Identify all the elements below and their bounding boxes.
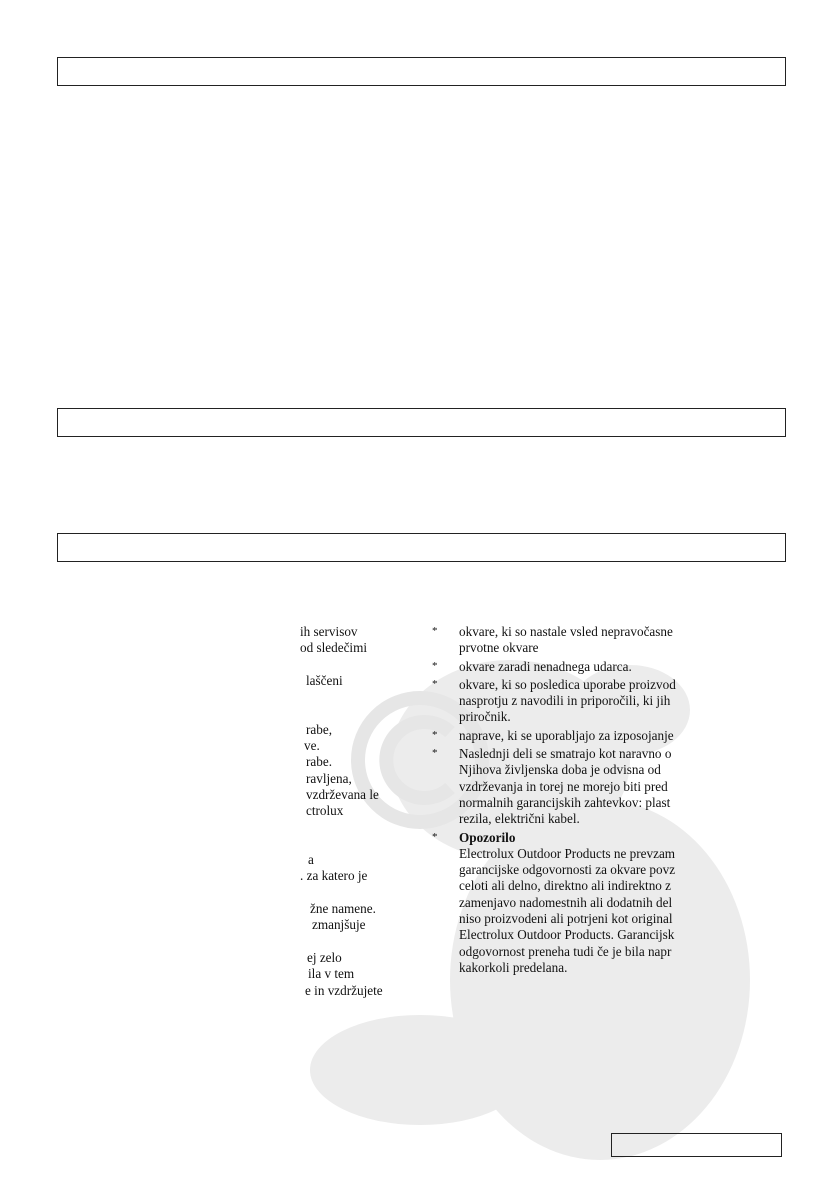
left-fragment-line: rabe.	[306, 754, 332, 770]
list-bullet: *	[432, 659, 438, 672]
left-fragment-line	[300, 705, 383, 721]
list-bullet: *	[432, 677, 438, 690]
left-fragment-line: zmanjšuje	[312, 917, 366, 933]
left-fragment-line: vzdrževana le	[306, 786, 379, 802]
left-fragment-line: ctrolux	[306, 803, 344, 819]
list-item-heading: Opozorilo	[459, 829, 516, 845]
list-item	[459, 830, 729, 977]
list-item-line: Electrolux Outdoor Products. Garancijsk	[459, 927, 675, 943]
section-header-box-2	[57, 408, 786, 437]
list-bullet: *	[432, 830, 438, 843]
list-item-line: vzdrževanja in torej ne morejo biti pred	[459, 778, 668, 794]
list-item-line: celoti ali delno, direktno ali indirektno z	[459, 878, 672, 894]
list-bullet: *	[432, 747, 438, 760]
left-fragment-line: . za katero je	[300, 868, 368, 884]
list-item-line: niso proizvodeni ali potrjeni kot original	[459, 911, 673, 927]
list-item	[459, 728, 729, 744]
left-fragment-line: laščeni	[306, 672, 343, 688]
list-item	[459, 746, 729, 827]
list-item-line: kakorkoli predelana.	[459, 959, 568, 975]
list-bullet: *	[432, 625, 438, 637]
list-item	[459, 624, 729, 657]
list-item-line: okvare zaradi nenadnega udarca.	[459, 658, 632, 674]
list-item-line: zamenjavo nadomestnih ali dodatnih del	[459, 894, 673, 910]
list-item-line: Njihova življenska doba je odvisna od	[459, 762, 661, 778]
left-fragment-line	[300, 820, 383, 836]
left-fragment-line	[300, 934, 383, 950]
list-item-line: prvotne okvare	[459, 640, 539, 656]
list-item-line: odgovornost preneha tudi če je bila napr	[459, 943, 672, 959]
left-fragment-line: ila v tem	[308, 966, 355, 982]
left-fragment-line: a	[308, 852, 314, 868]
left-fragment-line: ih servisov	[300, 624, 358, 639]
left-fragment-line: ravljena,	[306, 770, 352, 786]
list-item-line: okvare, ki so nastale vsled nepravočasne	[459, 624, 673, 639]
list-item-line: priročnik.	[459, 709, 511, 725]
left-fragment-line: od sledečimi	[300, 640, 368, 656]
list-item-line: Naslednji deli se smatrajo kot naravno o	[459, 746, 672, 762]
section-header-box-1	[57, 57, 786, 86]
left-column-fragments	[300, 624, 383, 999]
left-fragment-line: ej zelo	[307, 949, 342, 965]
list-item-line: Electrolux Outdoor Products ne prevzam	[459, 845, 676, 861]
left-fragment-line	[300, 657, 383, 673]
left-fragment-line	[300, 885, 383, 901]
left-fragment-line	[300, 836, 383, 852]
left-fragment-line: e in vzdržujete	[305, 982, 383, 998]
left-fragment-line: ve.	[304, 738, 320, 754]
left-fragment-line	[300, 689, 383, 705]
list-item-line: nasprotju z navodili in priporočili, ki jih	[459, 693, 671, 709]
left-fragment-line: rabe,	[306, 721, 332, 737]
list-bullet: *	[432, 728, 438, 741]
list-item-line: garancijske odgovornosti za okvare povz	[459, 862, 676, 878]
list-item-line: normalnih garancijskih zahtevkov: plast	[459, 794, 671, 810]
left-fragment-line: žne namene.	[310, 901, 376, 917]
list-item	[459, 659, 729, 675]
list-item-line: rezila, električni kabel.	[459, 811, 580, 827]
list-item-line: okvare, ki so posledica uporabe proizvod	[459, 676, 676, 692]
list-item	[459, 677, 729, 726]
list-item-line: naprave, ki se uporabljajo za izposojanje	[459, 727, 674, 743]
page-footer-box	[611, 1133, 782, 1157]
section-header-box-3	[57, 533, 786, 562]
